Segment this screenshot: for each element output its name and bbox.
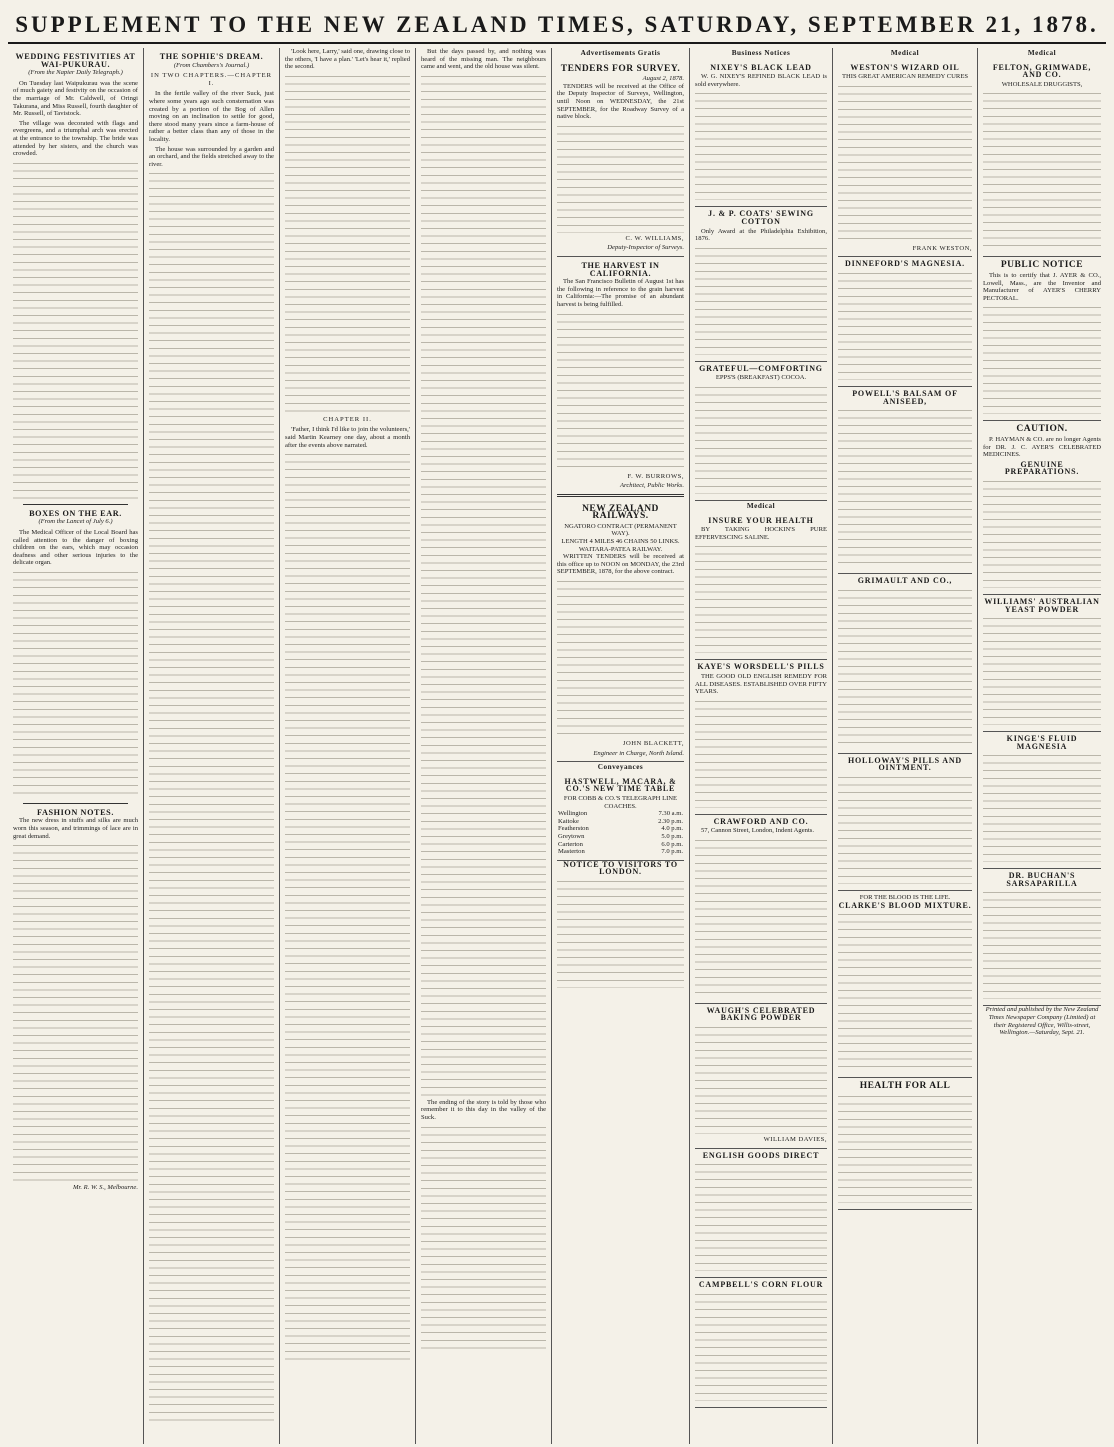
article-paragraph: The new dress in stuffs and silks are much worn this season, and trimmings of lace are in great demand. bbox=[13, 817, 138, 840]
article-title-boxes: BOXES ON THE EAR. bbox=[29, 508, 122, 518]
ad-body: Only Award at the Philadelphia Exhibition, 1876. bbox=[695, 227, 827, 243]
dense-text-block bbox=[983, 615, 1101, 725]
section-heading-medical: Medical bbox=[890, 49, 920, 57]
dense-text-block bbox=[13, 160, 138, 500]
ad-campbell bbox=[695, 1278, 827, 1408]
timetable-place: Wellington bbox=[558, 810, 588, 818]
dense-text-block bbox=[285, 793, 410, 1133]
imprint-footer: Printed and published by the New Zealand Times Newspaper Company (Limited) at their Registered Office, Willis-street, Wellington.—Saturday, Sept. 21. bbox=[985, 1006, 1099, 1037]
chapter-heading: IN TWO CHAPTERS.—CHAPTER I. bbox=[150, 72, 273, 87]
dense-text-block bbox=[421, 73, 546, 413]
dense-text-block bbox=[695, 245, 827, 355]
dense-text-block bbox=[838, 1093, 972, 1203]
timetable-row bbox=[557, 841, 684, 849]
signature: Mr. R. W. S., Melbourne. bbox=[73, 1184, 138, 1192]
dense-text-block bbox=[695, 1024, 827, 1134]
dense-text-block bbox=[695, 90, 827, 200]
ad-title: TENDERS FOR SURVEY. bbox=[560, 63, 681, 74]
ad-signature: WILLIAM DAVIES, bbox=[763, 1136, 827, 1144]
ad-date: August 2, 1878. bbox=[642, 75, 684, 83]
timetable-time: 6.0 p.m. bbox=[661, 840, 683, 848]
ad-title: WILLIAMS' AUSTRALIAN YEAST POWDER bbox=[984, 596, 1100, 614]
ad-title: KAYE'S WORSDELL'S PILLS bbox=[697, 662, 825, 672]
ad-powell bbox=[838, 387, 972, 574]
ad-title: GRATEFUL—COMFORTING bbox=[699, 363, 823, 373]
ad-title: HASTWELL, MACARA, & CO.'S NEW TIME TABLE bbox=[564, 776, 677, 794]
ad-signature-title: Architect, Public Works. bbox=[620, 482, 684, 490]
dense-text-block bbox=[149, 512, 274, 852]
ad-grimault bbox=[838, 574, 972, 754]
dense-text-block bbox=[557, 578, 684, 738]
divider bbox=[23, 803, 128, 804]
dense-text-block bbox=[421, 415, 546, 755]
dense-text-block bbox=[838, 407, 972, 567]
ad-title: DINNEFORD'S MAGNESIA. bbox=[845, 259, 965, 269]
section-heading-medical: Medical bbox=[746, 501, 776, 510]
ad-body: THE GOOD OLD ENGLISH REMEDY FOR ALL DISEASES. ESTABLISHED OVER FIFTY YEARS. bbox=[695, 672, 827, 696]
timetable-row bbox=[557, 810, 684, 818]
timetable-time: 7.30 a.m. bbox=[658, 810, 683, 818]
dense-text-block bbox=[695, 384, 827, 494]
timetable-place: Featherston bbox=[558, 825, 589, 833]
ad-title: KINGE'S FLUID MAGNESIA bbox=[1006, 734, 1078, 751]
dense-text-block bbox=[557, 878, 684, 988]
dense-text-block bbox=[838, 83, 972, 243]
dense-text-block bbox=[13, 842, 138, 1182]
ad-subtitle: WAITARA-PATEA RAILWAY. bbox=[578, 545, 663, 553]
ad-title: PUBLIC NOTICE bbox=[1000, 260, 1084, 271]
ad-signature-title: Deputy-Inspector of Surveys. bbox=[607, 244, 684, 252]
dense-text-block bbox=[695, 1161, 827, 1271]
ad-coach-timetable bbox=[557, 775, 684, 861]
column-7 bbox=[833, 48, 978, 1444]
ad-title: J. & P. COATS' SEWING COTTON bbox=[708, 209, 814, 226]
column-3 bbox=[280, 48, 416, 1444]
ad-subtitle: EPPS'S (BREAKFAST) COCOA. bbox=[715, 374, 807, 382]
story-paragraph: 'Look here, Larry,' said one, drawing close to the others, 'I have a plan.' 'Let's hear it,' replied the second. bbox=[285, 48, 410, 71]
ad-coats bbox=[695, 207, 827, 361]
ad-kinge bbox=[983, 732, 1101, 869]
ad-caution bbox=[983, 421, 1101, 595]
ad-crawford bbox=[695, 815, 827, 1004]
article-paragraph: The village was decorated with flags and evergreens, and a triumphal arch was erected at the entrance to the township. The bride was attended by her sisters, and the church was crowded. bbox=[13, 119, 138, 158]
divider bbox=[557, 494, 684, 497]
ad-dinneford bbox=[838, 257, 972, 387]
ad-holloway bbox=[838, 754, 972, 891]
dense-text-block bbox=[695, 837, 827, 997]
column-2 bbox=[144, 48, 280, 1444]
columns bbox=[8, 48, 1106, 1444]
ad-title: CAMPBELL'S CORN FLOUR bbox=[698, 1280, 824, 1290]
timetable-row bbox=[557, 818, 684, 826]
ad-title: FELTON, GRIMWADE, AND CO. bbox=[992, 62, 1092, 80]
dense-text-block bbox=[838, 774, 972, 884]
article-source-wedding: (From the Napier Daily Telegraph.) bbox=[28, 69, 123, 77]
ad-body: BY TAKING HOCKIN'S PURE EFFERVESCING SALINE. bbox=[695, 526, 827, 541]
timetable-time: 4.0 p.m. bbox=[661, 825, 683, 833]
ad-body: W. G. NIXEY'S REFINED BLACK LEAD is sold everywhere. bbox=[695, 73, 827, 88]
story-paragraph: In the fertile valley of the river Suck, just where some years ago such consternation was created by a portion of the Bog of Allen moving on an inclination to settle for good, there stood many years since a farm-house of rather a better class than any of those in the locality. bbox=[149, 90, 274, 143]
column-6 bbox=[690, 48, 833, 1444]
ad-nixey bbox=[695, 61, 827, 208]
ad-body: WRITTEN TENDERS will be received at this office up to NOON on MONDAY, the 23rd SEPTEMBER, 1878, for the above contract. bbox=[557, 553, 684, 576]
ad-title: INSURE YOUR HEALTH bbox=[708, 515, 814, 525]
section-heading-medical: Medical bbox=[1027, 49, 1057, 57]
dense-text-block bbox=[421, 757, 546, 1097]
dense-text-block bbox=[285, 1135, 410, 1365]
ad-english-goods bbox=[695, 1149, 827, 1279]
ad-subtitle: FOR COBB & CO.'S TELEGRAPH LINE COACHES. bbox=[563, 795, 678, 810]
ad-subtitle: WHOLESALE DRUGGISTS, bbox=[1001, 80, 1083, 88]
timetable-time: 5.0 p.m. bbox=[661, 832, 683, 840]
notice-title: NOTICE TO VISITORS TO LONDON. bbox=[563, 859, 678, 877]
dense-text-block bbox=[983, 752, 1101, 862]
ad-hockin bbox=[695, 514, 827, 661]
ad-railways bbox=[557, 501, 684, 763]
ad-title: NEW ZEALAND RAILWAYS. bbox=[582, 503, 659, 522]
timetable-place: Masterton bbox=[558, 848, 585, 856]
dense-text-block bbox=[983, 304, 1101, 414]
story-paragraph: But the days passed by, and nothing was heard of the missing man. The neighbours came and went, and the old house was silent. bbox=[421, 48, 546, 71]
article-paragraph: The San Francisco Bulletin of August 1st has the following in reference to the grain harvest in California:—The promise of an abundant harvest is being fulfilled. bbox=[557, 278, 684, 308]
column-4 bbox=[416, 48, 552, 1444]
dense-text-block bbox=[838, 270, 972, 380]
timetable bbox=[557, 810, 684, 856]
ad-title: ENGLISH GOODS DIRECT bbox=[702, 1150, 820, 1160]
article-title-harvest: THE HARVEST IN CALIFORNIA. bbox=[581, 260, 660, 278]
section-heading-conveyances: Conveyances bbox=[597, 763, 644, 772]
ad-title: WAUGH'S CELEBRATED BAKING POWDER bbox=[706, 1005, 816, 1023]
ad-signature: F. W. BURROWS, bbox=[627, 472, 684, 480]
column-8 bbox=[978, 48, 1106, 1444]
dense-text-block bbox=[983, 478, 1101, 588]
dense-text-block bbox=[421, 1124, 546, 1354]
chapter-heading: CHAPTER II. bbox=[323, 415, 372, 423]
ad-subtitle: THIS GREAT AMERICAN REMEDY CURES bbox=[841, 73, 969, 81]
ad-buchan bbox=[983, 869, 1101, 1006]
ad-title: CAUTION. bbox=[1016, 424, 1068, 435]
timetable-row bbox=[557, 848, 684, 856]
ad-signature-title: Engineer in Charge, North Island. bbox=[593, 749, 684, 757]
dense-text-block bbox=[838, 911, 972, 1071]
ad-body: This is to certify that J. AYER & CO., Lowell, Mass., are the Inventor and Manufacturer of AYER'S CHERRY PECTORAL. bbox=[983, 271, 1101, 302]
dense-text-block bbox=[983, 90, 1101, 250]
dense-text-block bbox=[838, 587, 972, 747]
ad-williams bbox=[983, 595, 1101, 732]
story-source: (From Chambers's Journal.) bbox=[173, 61, 250, 69]
article-source-boxes: (From the Lancet of July 6.) bbox=[38, 518, 113, 526]
timetable-row bbox=[557, 825, 684, 833]
timetable-place: Kaitoke bbox=[558, 817, 579, 825]
ad-body: 57, Cannon Street, London, Indent Agents. bbox=[701, 827, 814, 835]
story-paragraph: The ending of the story is told by those who remember it to this day in the valley of the Suck. bbox=[421, 1098, 546, 1121]
timetable-place: Carterton bbox=[558, 840, 583, 848]
ad-waugh bbox=[695, 1004, 827, 1149]
ad-epps bbox=[695, 362, 827, 501]
timetable-place: Greytown bbox=[558, 832, 585, 840]
ad-title: WESTON'S WIZARD OIL bbox=[850, 62, 960, 72]
timetable-time: 2.30 p.m. bbox=[658, 817, 683, 825]
dense-text-block bbox=[149, 1196, 274, 1426]
ad-subtitle: LENGTH 4 MILES 46 CHAINS 50 LINKS. bbox=[561, 538, 680, 546]
ad-signature: C. W. WILLIAMS, bbox=[625, 234, 684, 242]
section-heading-advertisements: Advertisements Gratis bbox=[580, 49, 661, 57]
dense-text-block bbox=[149, 170, 274, 510]
ad-title: HOLLOWAY'S PILLS AND OINTMENT. bbox=[848, 755, 962, 773]
ad-title: CLARKE'S BLOOD MIXTURE. bbox=[838, 900, 972, 910]
ad-kaye bbox=[695, 660, 827, 814]
masthead: SUPPLEMENT TO THE NEW ZEALAND TIMES, SATURDAY, SEPTEMBER 21, 1878. bbox=[8, 6, 1106, 44]
ad-title: CRAWFORD AND CO. bbox=[713, 816, 809, 826]
article-title-wedding: WEDDING FESTIVITIES AT WAI-PUKURAU. bbox=[15, 52, 136, 69]
article-paragraph: The Medical Officer of the Local Board has called attention to the danger of boxing children on the ears, which may occasion deafness and other serious injuries to the delicate organ. bbox=[13, 528, 138, 567]
ad-felton bbox=[983, 61, 1101, 258]
ad-tenders-survey bbox=[557, 61, 684, 257]
ad-public-notice bbox=[983, 257, 1101, 421]
ad-health-for-all bbox=[838, 1078, 972, 1210]
column-5 bbox=[552, 48, 690, 1444]
dense-text-block bbox=[285, 451, 410, 791]
dense-text-block bbox=[557, 311, 684, 471]
divider bbox=[23, 504, 128, 505]
article-title-fashion: FASHION NOTES. bbox=[37, 807, 114, 817]
ad-body: P. HAYMAN & CO. are no longer Agents for DR. J. C. AYER'S CELEBRATED MEDICINES. bbox=[983, 435, 1101, 459]
section-heading-business: Business Notices bbox=[731, 49, 791, 57]
timetable-time: 7.0 p.m. bbox=[661, 848, 683, 856]
ad-title: POWELL'S BALSAM OF ANISEED, bbox=[852, 388, 958, 406]
column-1 bbox=[8, 48, 144, 1444]
story-paragraph: 'Father, I think I'd like to join the volunteers,' said Martin Kearney one day, about a month after the events above narrated. bbox=[285, 426, 410, 449]
ad-title: HEALTH FOR ALL bbox=[859, 1081, 951, 1092]
dense-text-block bbox=[13, 569, 138, 799]
ad-clarke bbox=[838, 891, 972, 1078]
ad-title: DR. BUCHAN'S SARSAPARILLA bbox=[1006, 871, 1078, 888]
dense-text-block bbox=[149, 854, 274, 1194]
story-paragraph: The house was surrounded by a garden and an orchard, and the fields stretched away to the river. bbox=[149, 145, 274, 168]
ad-subtitle: GENUINE PREPARATIONS. bbox=[1004, 459, 1080, 477]
ad-title: GRIMAULT AND CO., bbox=[857, 576, 953, 586]
ad-signature: JOHN BLACKETT, bbox=[622, 740, 684, 748]
article-paragraph: On Tuesday last Waipukurau was the scene of much gaiety and festivity on the occasion of the marriage of Mr. Caldwell, of Oringi Takurana, and Miss Russell, fourth daughter of Mr. Russell, of Tavistock. bbox=[13, 79, 138, 118]
dense-text-block bbox=[285, 73, 410, 413]
timetable-row bbox=[557, 833, 684, 841]
ad-subtitle: FOR THE BLOOD IS THE LIFE. bbox=[859, 893, 951, 901]
ad-signature: FRANK WESTON, bbox=[912, 244, 972, 252]
ad-body: TENDERS will be received at the Office of the Deputy Inspector of Surveys, Wellington, until Noon on WEDNESDAY, the 21st SEPTEMBER, for the Roadway Survey of a native block. bbox=[557, 82, 684, 121]
ad-weston bbox=[838, 61, 972, 258]
dense-text-block bbox=[557, 123, 684, 233]
ad-title: NIXEY'S BLACK LEAD bbox=[710, 62, 812, 72]
ad-subtitle: NGATORO CONTRACT (PERMANENT WAY). bbox=[564, 522, 677, 538]
story-title: THE SOPHIE'S DREAM. bbox=[159, 52, 264, 61]
dense-text-block bbox=[695, 1291, 827, 1401]
dense-text-block bbox=[695, 543, 827, 653]
dense-text-block bbox=[695, 698, 827, 808]
dense-text-block bbox=[983, 889, 1101, 999]
